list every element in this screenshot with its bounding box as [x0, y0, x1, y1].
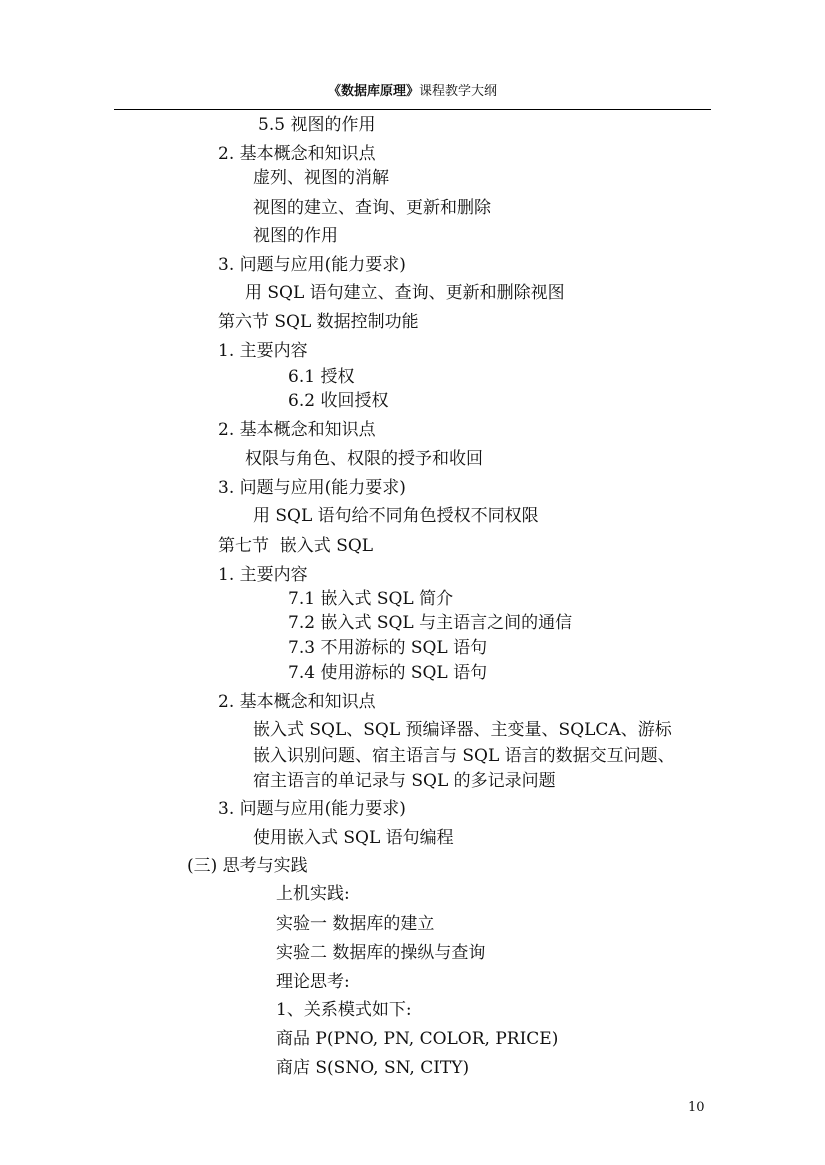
text-line: 3. 问题与应用(能力要求) — [218, 478, 406, 498]
text-line: 使用嵌入式 SQL 语句编程 — [253, 828, 454, 848]
text-line: 视图的建立、查询、更新和删除 — [253, 198, 491, 218]
text-line: 理论思考: — [276, 972, 350, 992]
text-line: 7.3 不用游标的 SQL 语句 — [288, 638, 488, 658]
text-line: 宿主语言的单记录与 SQL 的多记录问题 — [253, 771, 556, 791]
text-line: 7.4 使用游标的 SQL 语句 — [288, 663, 488, 683]
text-line: 7.1 嵌入式 SQL 简介 — [288, 589, 454, 609]
text-line: 权限与角色、权限的授予和收回 — [245, 449, 483, 469]
text-line: 7.2 嵌入式 SQL 与主语言之间的通信 — [288, 613, 573, 633]
text-line: 嵌入式 SQL、SQL 预编译器、主变量、SQLCA、游标 — [253, 720, 672, 740]
text-line: 嵌入识别问题、宿主语言与 SQL 语言的数据交互问题、 — [253, 746, 675, 766]
course-title: 《数据库原理》 — [327, 84, 419, 99]
text-line: 1. 主要内容 — [218, 341, 308, 361]
text-line: 5.5 视图的作用 — [258, 115, 376, 135]
header-suffix: 课程教学大纲 — [419, 84, 498, 99]
header-rule — [114, 109, 711, 110]
text-line: 2. 基本概念和知识点 — [218, 144, 376, 164]
text-line: 视图的作用 — [253, 226, 338, 246]
text-line: 商品 P(PNO, PN, COLOR, PRICE) — [276, 1029, 559, 1049]
section-heading: 第六节 SQL 数据控制功能 — [218, 312, 419, 332]
section-heading: 第七节 嵌入式 SQL — [218, 536, 374, 556]
text-line: 实验二 数据库的操纵与查询 — [276, 943, 486, 963]
text-line: 上机实践: — [276, 884, 350, 904]
text-line: 1. 主要内容 — [218, 565, 308, 585]
text-line: 1、关系模式如下: — [276, 1000, 412, 1020]
text-line: 6.2 收回授权 — [288, 391, 389, 411]
text-line: 用 SQL 语句建立、查询、更新和删除视图 — [245, 283, 565, 303]
text-line: 用 SQL 语句给不同角色授权不同权限 — [253, 506, 539, 526]
text-line: 3. 问题与应用(能力要求) — [218, 799, 406, 819]
text-line: 2. 基本概念和知识点 — [218, 420, 376, 440]
text-line: 商店 S(SNO, SN, CITY) — [276, 1058, 470, 1078]
page-number: 10 — [688, 1100, 705, 1115]
page-header — [0, 80, 825, 99]
text-line: 虚列、视图的消解 — [253, 168, 389, 188]
text-line: 3. 问题与应用(能力要求) — [218, 255, 406, 275]
text-line: 实验一 数据库的建立 — [276, 914, 435, 934]
text-line: 6.1 授权 — [288, 367, 355, 387]
section-heading: (三) 思考与实践 — [187, 856, 308, 876]
text-line: 2. 基本概念和知识点 — [218, 692, 376, 712]
